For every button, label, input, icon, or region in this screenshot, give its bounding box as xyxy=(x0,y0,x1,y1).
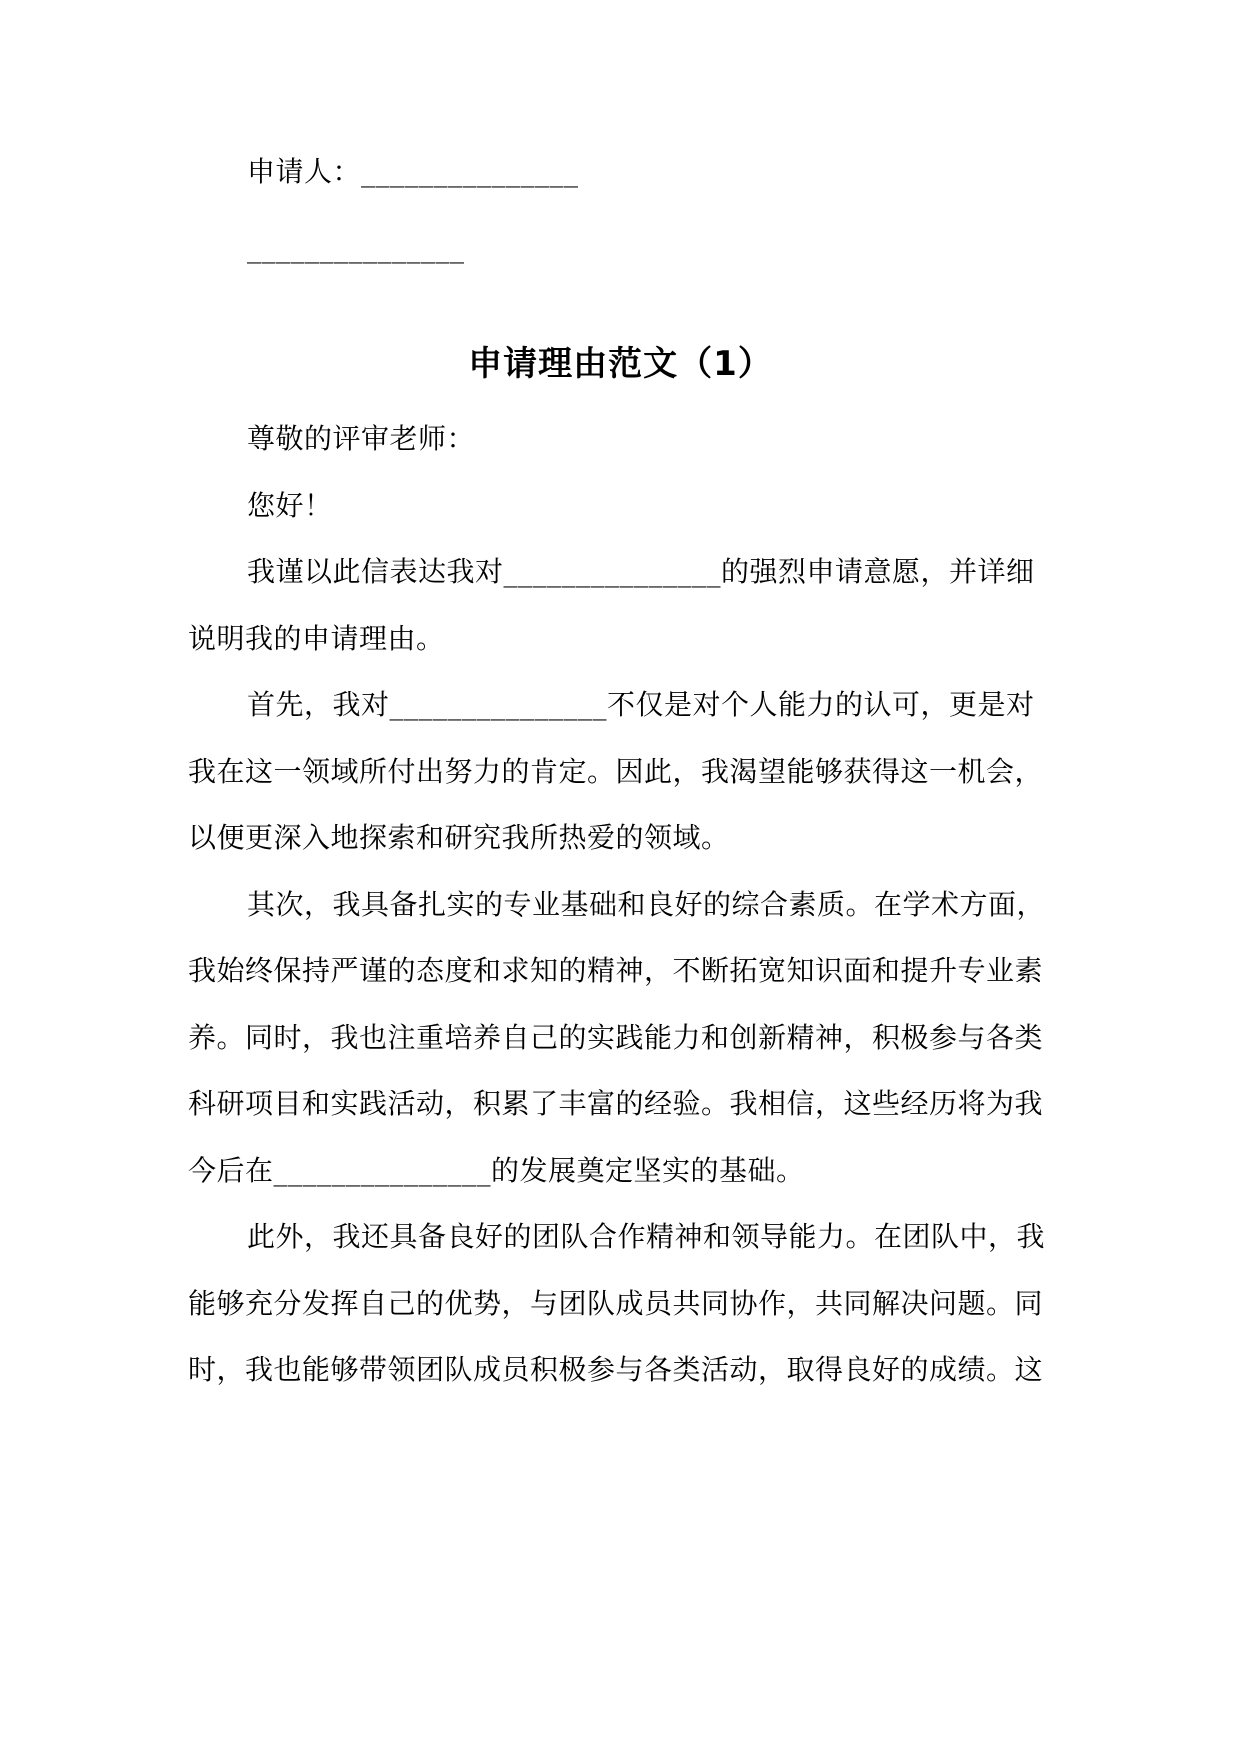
paragraph-4-line-1: 此外，我还具备良好的团队合作精神和领导能力。在团队中，我 xyxy=(247,1220,1046,1253)
greeting: 您好！ xyxy=(247,489,333,522)
paragraph-3-line-3: 养。同时，我也注重培养自己的实践能力和创新精神，积极参与各类 xyxy=(188,1021,1044,1054)
paragraph-1-line-1: 我谨以此信表达我对_______________的强烈申请意愿，并详细 xyxy=(247,555,1035,588)
applicant-blank-line: _______________ xyxy=(247,231,465,264)
page-title: 申请理由范文（1） xyxy=(468,344,773,384)
paragraph-3-line-5: 今后在_______________的发展奠定坚实的基础。 xyxy=(188,1154,805,1187)
paragraph-3-line-2: 我始终保持严谨的态度和求知的精神，不断拓宽知识面和提升专业素 xyxy=(188,954,1044,987)
paragraph-2-line-1: 首先，我对_______________不仅是对个人能力的认可，更是对 xyxy=(247,688,1035,721)
salutation: 尊敬的评审老师： xyxy=(247,422,476,455)
paragraph-4-line-2: 能够充分发挥自己的优势，与团队成员共同协作，共同解决问题。同 xyxy=(188,1287,1044,1320)
paragraph-1-line-2: 说明我的申请理由。 xyxy=(188,622,445,655)
paragraph-2-line-3: 以便更深入地探索和研究我所热爱的领域。 xyxy=(188,821,730,854)
paragraph-3-line-4: 科研项目和实践活动，积累了丰富的经验。我相信，这些经历将为我 xyxy=(188,1087,1044,1120)
paragraph-2-line-2: 我在这一领域所付出努力的肯定。因此，我渴望能够获得这一机会， xyxy=(188,755,1044,788)
paragraph-4-line-3: 时，我也能够带领团队成员积极参与各类活动，取得良好的成绩。这 xyxy=(188,1353,1044,1386)
paragraph-3-line-1: 其次，我具备扎实的专业基础和良好的综合素质。在学术方面， xyxy=(247,888,1046,921)
applicant-label: 申请人：_______________ xyxy=(247,155,579,188)
